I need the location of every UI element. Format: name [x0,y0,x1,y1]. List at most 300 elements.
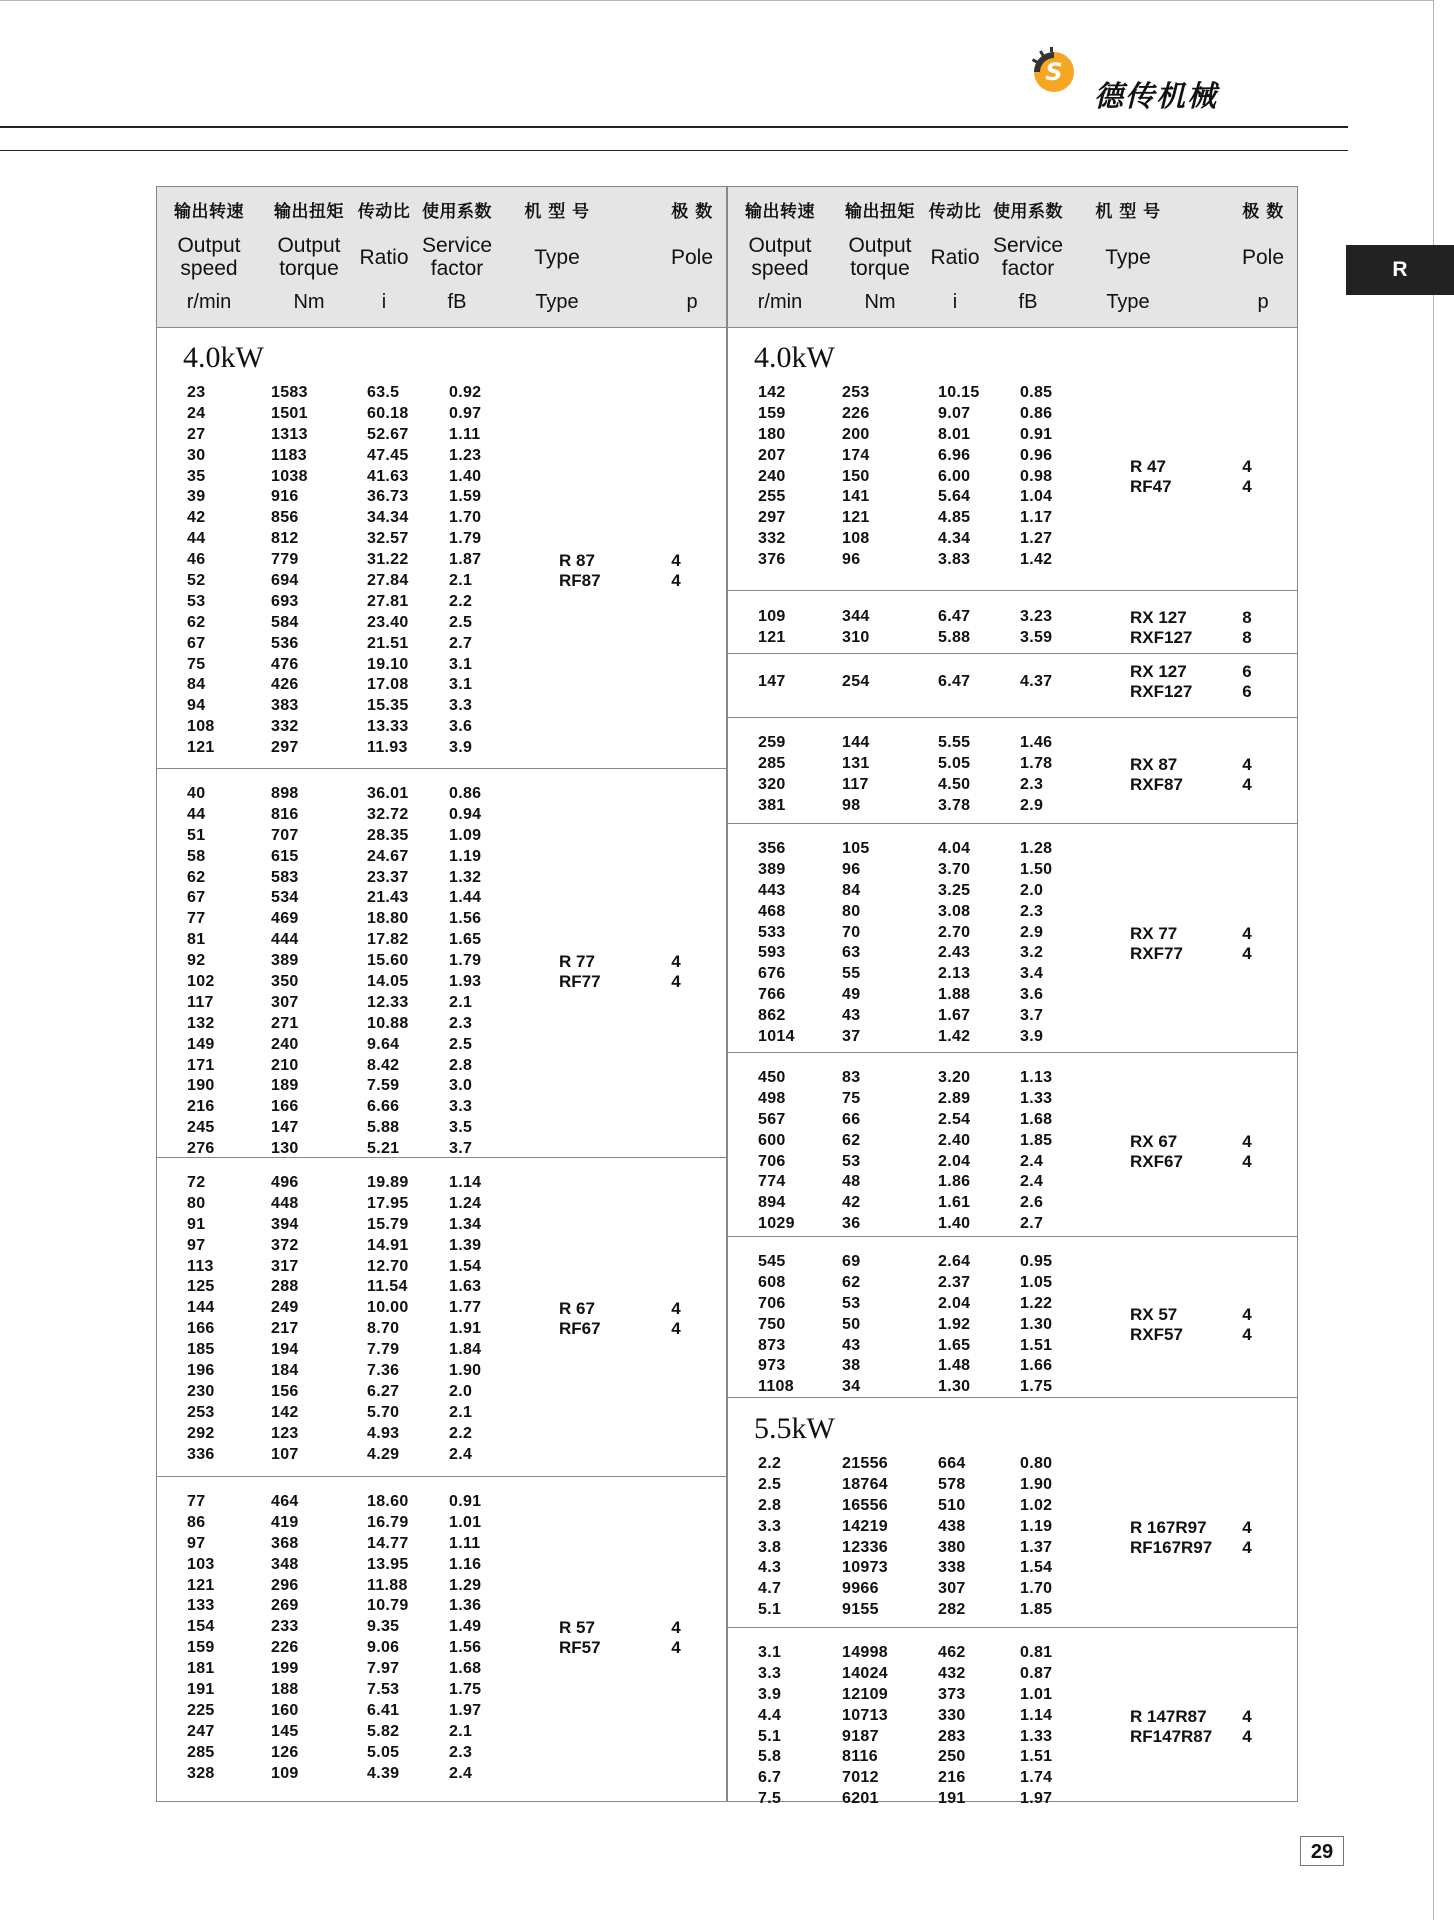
cell-speed: 149 [187,1035,215,1053]
cell-speed: 255 [758,488,786,506]
type-line: RF147R87 [1130,1727,1213,1746]
cell-ratio: 21.51 [367,634,409,652]
table-row [728,1006,1297,1027]
table-row [728,1294,1297,1315]
table-row [157,805,726,826]
section-tab: R [1346,245,1454,295]
cell-factor: 2.4 [1020,1173,1044,1191]
cell-factor: 1.56 [449,1639,482,1657]
cell-factor: 1.78 [1020,754,1053,772]
cell-torque: 368 [271,1534,299,1552]
cell-torque: 18764 [842,1475,888,1493]
cell-torque: 14219 [842,1517,888,1535]
type-line: RF167R97 [1130,1538,1213,1557]
cell-torque: 43 [842,1007,861,1025]
table-row [157,1236,726,1257]
cell-factor: 1.63 [449,1278,482,1296]
cell-speed: 766 [758,986,786,1004]
cell-ratio: 5.82 [367,1722,400,1740]
cell-speed: 181 [187,1660,215,1678]
header-unit: fB [1018,291,1038,313]
cell-torque: 37 [842,1028,861,1046]
header-col [349,187,419,327]
type-line: R 77 [559,952,595,971]
cell-speed: 97 [187,1534,206,1552]
cell-speed: 774 [758,1173,786,1191]
cell-ratio: 2.04 [938,1152,971,1170]
cell-factor: 1.09 [449,826,482,844]
table-row [728,1377,1297,1398]
table-row [157,1445,726,1466]
table-row [157,784,726,805]
cell-ratio: 8.70 [367,1320,400,1338]
cell-factor: 1.56 [449,910,482,928]
cell-speed: 132 [187,1014,215,1032]
cell-speed: 51 [187,826,206,844]
cell-factor: 2.3 [449,1014,473,1032]
cell-ratio: 36.01 [367,785,409,802]
cell-speed: 24 [187,404,206,422]
cell-ratio: 32.57 [367,530,409,548]
table-row [157,1555,726,1576]
cell-torque: 16556 [842,1496,888,1514]
table-row [728,446,1297,467]
cell-torque: 49 [842,986,861,1004]
cell-speed: 5.1 [758,1727,782,1745]
pole-line: 4 [671,571,681,590]
cell-factor: 1.01 [449,1513,482,1531]
cell-factor: 2.1 [449,572,473,590]
table-row [728,796,1297,817]
type-label [1130,608,1192,648]
type-label [1130,1518,1212,1558]
table-row [157,425,726,446]
cell-torque: 84 [842,881,861,899]
cell-torque: 156 [271,1382,299,1400]
cell-factor: 0.97 [449,404,482,422]
cell-factor: 1.19 [1020,1517,1053,1535]
table-row [728,1252,1297,1273]
table-group [157,327,726,769]
cell-torque: 83 [842,1069,861,1086]
type-line: R 147R87 [1130,1707,1207,1726]
cell-speed: 3.3 [758,1664,782,1682]
cell-ratio: 250 [938,1748,966,1766]
pole-label [1232,1707,1262,1747]
cell-speed: 196 [187,1362,215,1380]
pole-label [1232,608,1262,648]
cell-ratio: 191 [938,1790,966,1808]
cell-speed: 4.4 [758,1706,782,1724]
cell-speed: 5.1 [758,1601,782,1619]
table-row [728,839,1297,860]
cell-torque: 6201 [842,1790,879,1808]
cell-factor: 1.70 [1020,1580,1053,1598]
pole-line: 4 [1242,1727,1252,1746]
table-group [728,327,1297,591]
group-rows [728,607,1297,649]
cell-torque: 117 [842,775,869,793]
cell-speed: 1014 [758,1028,795,1046]
cell-speed: 72 [187,1174,206,1191]
type-line: RXF57 [1130,1325,1183,1344]
cell-factor: 2.7 [1020,1215,1044,1233]
cell-factor: 1.90 [1020,1475,1053,1493]
type-label [559,1618,601,1658]
cell-factor: 1.68 [1020,1110,1053,1128]
cell-speed: 336 [187,1445,215,1463]
cell-factor: 1.97 [1020,1790,1053,1808]
cell-torque: 1038 [271,467,308,485]
table-row [728,964,1297,985]
table-row [157,1035,726,1056]
cell-factor: 1.14 [449,1174,482,1191]
cell-factor: 3.1 [449,676,473,694]
cell-speed: 191 [187,1681,215,1699]
cell-ratio: 8.01 [938,425,971,443]
cell-ratio: 6.96 [938,446,971,464]
cell-torque: 184 [271,1362,299,1380]
pole-line: 4 [1242,457,1252,476]
cell-speed: 109 [758,608,786,625]
page-number: 29 [1300,1836,1344,1866]
table-row [728,1068,1297,1089]
header-unit: fB [447,291,467,313]
cell-factor: 1.49 [449,1618,482,1636]
table-row [157,1298,726,1319]
cell-ratio: 1.40 [938,1215,971,1233]
cell-torque: 779 [271,551,299,569]
cell-speed: 81 [187,931,206,949]
group-rows [157,1173,726,1465]
type-label [1130,662,1192,702]
cell-torque: 464 [271,1493,299,1510]
cell-speed: 6.7 [758,1769,782,1787]
cell-ratio: 3.83 [938,551,971,569]
cell-ratio: 17.08 [367,676,409,694]
cell-factor: 2.9 [1020,923,1044,941]
cell-factor: 1.33 [1020,1089,1053,1107]
table-row [728,1664,1297,1685]
cell-torque: 147 [271,1119,299,1137]
cell-speed: 62 [187,868,206,886]
table-row [157,909,726,930]
cell-torque: 288 [271,1278,299,1296]
header-unit: r/min [186,291,232,313]
pole-label [1232,924,1262,964]
table-row [157,1617,726,1638]
cell-factor: 3.6 [1020,986,1044,1004]
cell-factor: 1.16 [449,1555,482,1573]
table-row [157,1277,726,1298]
table-row [728,1496,1297,1517]
table-row [728,1558,1297,1579]
table-row [157,1638,726,1659]
cell-factor: 1.39 [449,1236,482,1254]
type-line: RF77 [559,972,601,991]
table-row [157,738,726,759]
cell-torque: 233 [271,1618,299,1636]
cell-torque: 105 [842,840,870,857]
cell-ratio: 9.35 [367,1618,400,1636]
cell-factor: 0.96 [1020,446,1053,464]
header-unit: p [686,291,698,313]
cell-ratio: 1.86 [938,1173,971,1191]
pole-label [1232,1305,1262,1345]
cell-factor: 3.7 [449,1140,473,1158]
cell-torque: 166 [271,1098,299,1116]
header-col [269,187,349,327]
cell-ratio: 14.77 [367,1534,409,1552]
cell-ratio: 47.45 [367,446,409,464]
cell-torque: 812 [271,530,299,548]
cell-factor: 1.22 [1020,1294,1053,1312]
cell-ratio: 5.05 [938,754,971,772]
table-row [157,446,726,467]
table-group [728,824,1297,1053]
cell-ratio: 462 [938,1644,966,1661]
cell-ratio: 10.00 [367,1299,409,1317]
cell-ratio: 17.95 [367,1194,409,1212]
cell-factor: 1.75 [1020,1378,1053,1396]
cell-speed: 2.2 [758,1455,782,1472]
table-row [157,1680,726,1701]
cell-torque: 372 [271,1236,299,1254]
cell-ratio: 10.79 [367,1597,409,1615]
table-row [728,985,1297,1006]
cell-torque: 210 [271,1056,299,1074]
cell-ratio: 14.05 [367,973,409,991]
table-row [157,613,726,634]
table-row [157,826,726,847]
cell-torque: 53 [842,1152,861,1170]
header-cn: 传动比 [928,202,982,222]
table-row [728,733,1297,754]
cell-ratio: 4.34 [938,530,971,548]
table-row [728,1600,1297,1621]
table-row [728,404,1297,425]
cell-torque: 48 [842,1173,861,1191]
cell-ratio: 1.30 [938,1378,971,1396]
cell-ratio: 14.91 [367,1236,409,1254]
cell-torque: 80 [842,902,861,920]
table-row [728,943,1297,964]
table-group [157,1477,726,1801]
cell-factor: 1.85 [1020,1601,1053,1619]
cell-speed: 567 [758,1110,786,1128]
cell-torque: 9966 [842,1580,879,1598]
cell-torque: 816 [271,805,299,823]
pole-label [1232,457,1262,497]
table-header [728,187,1297,328]
header-en: Ratio [930,245,980,269]
table-row [728,383,1297,404]
cell-factor: 0.92 [449,384,482,401]
cell-ratio: 6.47 [938,608,971,625]
cell-speed: 216 [187,1098,215,1116]
cell-speed: 102 [187,973,215,991]
power-label: 4.0kW [754,341,835,374]
cell-ratio: 23.40 [367,613,409,631]
header-col [169,187,249,327]
header-col [1068,187,1188,327]
cell-speed: 545 [758,1253,786,1270]
cell-torque: 694 [271,572,299,590]
cell-speed: 166 [187,1320,215,1338]
cell-speed: 113 [187,1257,214,1275]
cell-torque: 856 [271,509,299,527]
cell-factor: 2.4 [449,1764,473,1782]
header-unit: r/min [757,291,803,313]
cell-factor: 3.9 [1020,1028,1044,1046]
cell-ratio: 432 [938,1664,966,1682]
cell-speed: 259 [758,734,786,751]
type-line: RXF127 [1130,682,1193,701]
table-row [728,467,1297,488]
cell-speed: 52 [187,572,206,590]
type-line: RXF67 [1130,1152,1183,1171]
cell-ratio: 283 [938,1727,966,1745]
table-row [157,592,726,613]
type-label [1130,755,1183,795]
cell-factor: 1.68 [449,1660,482,1678]
table-row [728,508,1297,529]
table-row [728,881,1297,902]
cell-ratio: 3.25 [938,881,971,899]
cell-ratio: 10.88 [367,1014,409,1032]
cell-speed: 142 [758,384,786,401]
group-rows [157,383,726,759]
header-en: Output torque [277,234,341,280]
header-col [497,187,617,327]
cell-torque: 194 [271,1341,299,1359]
cell-ratio: 2.70 [938,923,971,941]
table-group [157,1158,726,1477]
cell-speed: 190 [187,1077,215,1095]
type-label [1130,1132,1183,1172]
header-col [657,187,727,327]
cell-factor: 1.28 [1020,840,1053,857]
cell-factor: 2.3 [1020,775,1044,793]
cell-ratio: 6.00 [938,467,971,485]
cell-torque: 9187 [842,1727,879,1745]
cell-torque: 584 [271,613,299,631]
cell-factor: 2.1 [449,1722,473,1740]
table-row [728,1273,1297,1294]
cell-ratio: 23.37 [367,868,409,886]
cell-factor: 1.51 [1020,1748,1053,1766]
pole-label [1232,755,1262,795]
cell-factor: 1.77 [449,1299,482,1317]
type-line: R 57 [559,1618,595,1637]
cell-factor: 3.1 [449,655,473,673]
cell-ratio: 1.48 [938,1357,971,1375]
cell-factor: 2.3 [1020,902,1044,920]
table-row [728,754,1297,775]
cell-factor: 1.30 [1020,1315,1053,1333]
pole-label [661,952,691,992]
cell-ratio: 373 [938,1685,966,1703]
cell-factor: 1.42 [1020,551,1053,569]
cell-factor: 0.94 [449,805,482,823]
cell-speed: 23 [187,384,206,401]
cell-ratio: 7.59 [367,1077,400,1095]
pole-line: 4 [1242,924,1252,943]
cell-factor: 3.3 [449,697,473,715]
cell-factor: 1.74 [1020,1769,1053,1787]
cell-speed: 94 [187,697,206,715]
cell-factor: 1.93 [449,973,482,991]
cell-speed: 230 [187,1382,215,1400]
cell-ratio: 2.89 [938,1089,971,1107]
pole-line: 4 [1242,944,1252,963]
table-group [728,1237,1297,1398]
cell-torque: 693 [271,592,299,610]
cell-speed: 92 [187,952,206,970]
cell-ratio: 18.60 [367,1493,409,1510]
cell-ratio: 10.15 [938,384,980,401]
header-cn: 输出扭矩 [274,202,344,222]
cell-factor: 1.87 [449,551,482,569]
cell-torque: 707 [271,826,299,844]
table-row [728,1131,1297,1152]
cell-torque: 383 [271,697,299,715]
cell-ratio: 13.95 [367,1555,409,1573]
cell-factor: 1.70 [449,509,482,527]
pole-line: 8 [1242,608,1252,627]
table-row [157,634,726,655]
header-unit: i [952,291,958,313]
table-row [157,993,726,1014]
cell-ratio: 5.88 [367,1119,400,1137]
cell-ratio: 2.04 [938,1294,971,1312]
cell-factor: 1.51 [1020,1336,1053,1354]
cell-speed: 593 [758,944,786,962]
cell-ratio: 2.43 [938,944,971,962]
cell-torque: 70 [842,923,861,941]
cell-torque: 42 [842,1194,861,1212]
header-col [920,187,990,327]
cell-speed: 159 [187,1639,215,1657]
cell-speed: 159 [758,404,786,422]
cell-factor: 2.8 [449,1056,473,1074]
cell-speed: 46 [187,551,206,569]
cell-speed: 3.9 [758,1685,782,1703]
cell-torque: 1313 [271,425,308,443]
cell-ratio: 2.37 [938,1273,971,1291]
table-group [728,1053,1297,1237]
cell-factor: 1.17 [1020,509,1053,527]
cell-speed: 389 [758,860,786,878]
header-col [417,187,497,327]
cell-speed: 133 [187,1597,215,1615]
pole-line: 4 [1242,477,1252,496]
table-row [728,1110,1297,1131]
cell-speed: 498 [758,1089,786,1107]
cell-torque: 96 [842,860,861,878]
table-row [728,1747,1297,1768]
table-row [157,888,726,909]
header-en: Service factor [421,234,493,280]
cell-speed: 77 [187,910,206,928]
table-row [157,1701,726,1722]
cell-speed: 608 [758,1273,786,1291]
cell-speed: 443 [758,881,786,899]
cell-speed: 67 [187,634,206,652]
table-row [728,1152,1297,1173]
pole-label [1232,1132,1262,1172]
cell-torque: 1183 [271,446,307,464]
